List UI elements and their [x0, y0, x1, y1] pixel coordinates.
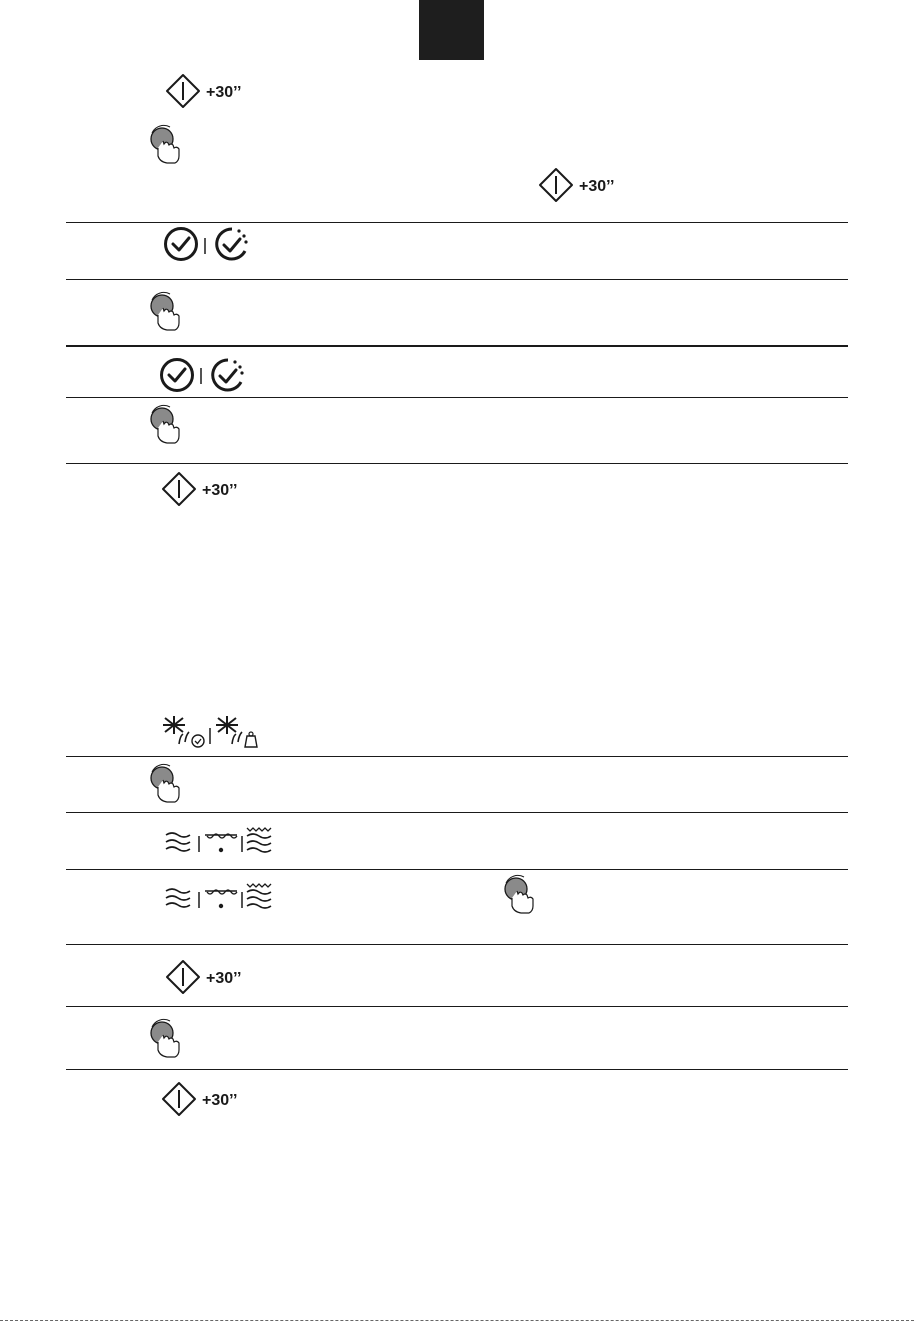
start-diamond-icon: [539, 168, 629, 202]
defrost-by-time-icon: [163, 716, 207, 748]
separator-bar: [199, 368, 203, 384]
start-diamond-icon: [162, 472, 252, 506]
microwave-low-power-icon: [164, 830, 196, 856]
svg-text:+30’’: +30’’: [202, 1092, 238, 1109]
start-diamond-icon: [162, 1082, 252, 1116]
page-tab-marker: [419, 0, 484, 60]
separator-bar: [208, 728, 212, 744]
section-divider: [66, 1006, 848, 1007]
clock-check-icon: [159, 357, 195, 393]
defrost-by-weight-icon: [216, 716, 260, 748]
section-divider: [66, 869, 848, 870]
section-divider: [66, 812, 848, 813]
hand-turning-dial-icon: [146, 405, 186, 445]
svg-text:+30’’: +30’’: [206, 970, 242, 987]
microwave-high-power-icon: [245, 882, 277, 912]
separator-bar: [203, 238, 207, 254]
separator-bar: [197, 836, 201, 852]
hand-turning-dial-icon: [146, 292, 186, 332]
svg-text:+30’’: +30’’: [206, 84, 242, 101]
start-diamond-icon: [166, 74, 256, 108]
timer-dashed-check-icon: [208, 357, 248, 393]
section-divider: [66, 1069, 848, 1070]
separator-bar: [240, 892, 244, 908]
section-divider: [66, 222, 848, 223]
timer-dashed-check-icon: [212, 226, 252, 262]
section-divider: [66, 345, 848, 347]
hand-turning-dial-icon: [146, 1019, 186, 1059]
hand-turning-dial-icon: [146, 125, 186, 165]
microwave-low-power-icon: [164, 886, 196, 912]
page-edge-dashes: [0, 1320, 914, 1321]
section-divider: [66, 397, 848, 398]
clock-check-icon: [163, 226, 199, 262]
section-divider: [66, 944, 848, 945]
separator-bar: [240, 836, 244, 852]
separator-bar: [197, 892, 201, 908]
section-divider: [66, 463, 848, 464]
hand-turning-dial-icon: [146, 764, 186, 804]
microwave-mid-power-icon: [203, 886, 239, 912]
hand-turning-dial-icon: [500, 875, 540, 915]
section-divider: [66, 279, 848, 280]
microwave-high-power-icon: [245, 826, 277, 856]
section-divider: [66, 756, 848, 757]
svg-text:+30’’: +30’’: [579, 178, 615, 195]
microwave-mid-power-icon: [203, 830, 239, 856]
svg-text:+30’’: +30’’: [202, 482, 238, 499]
start-diamond-icon: [166, 960, 256, 994]
